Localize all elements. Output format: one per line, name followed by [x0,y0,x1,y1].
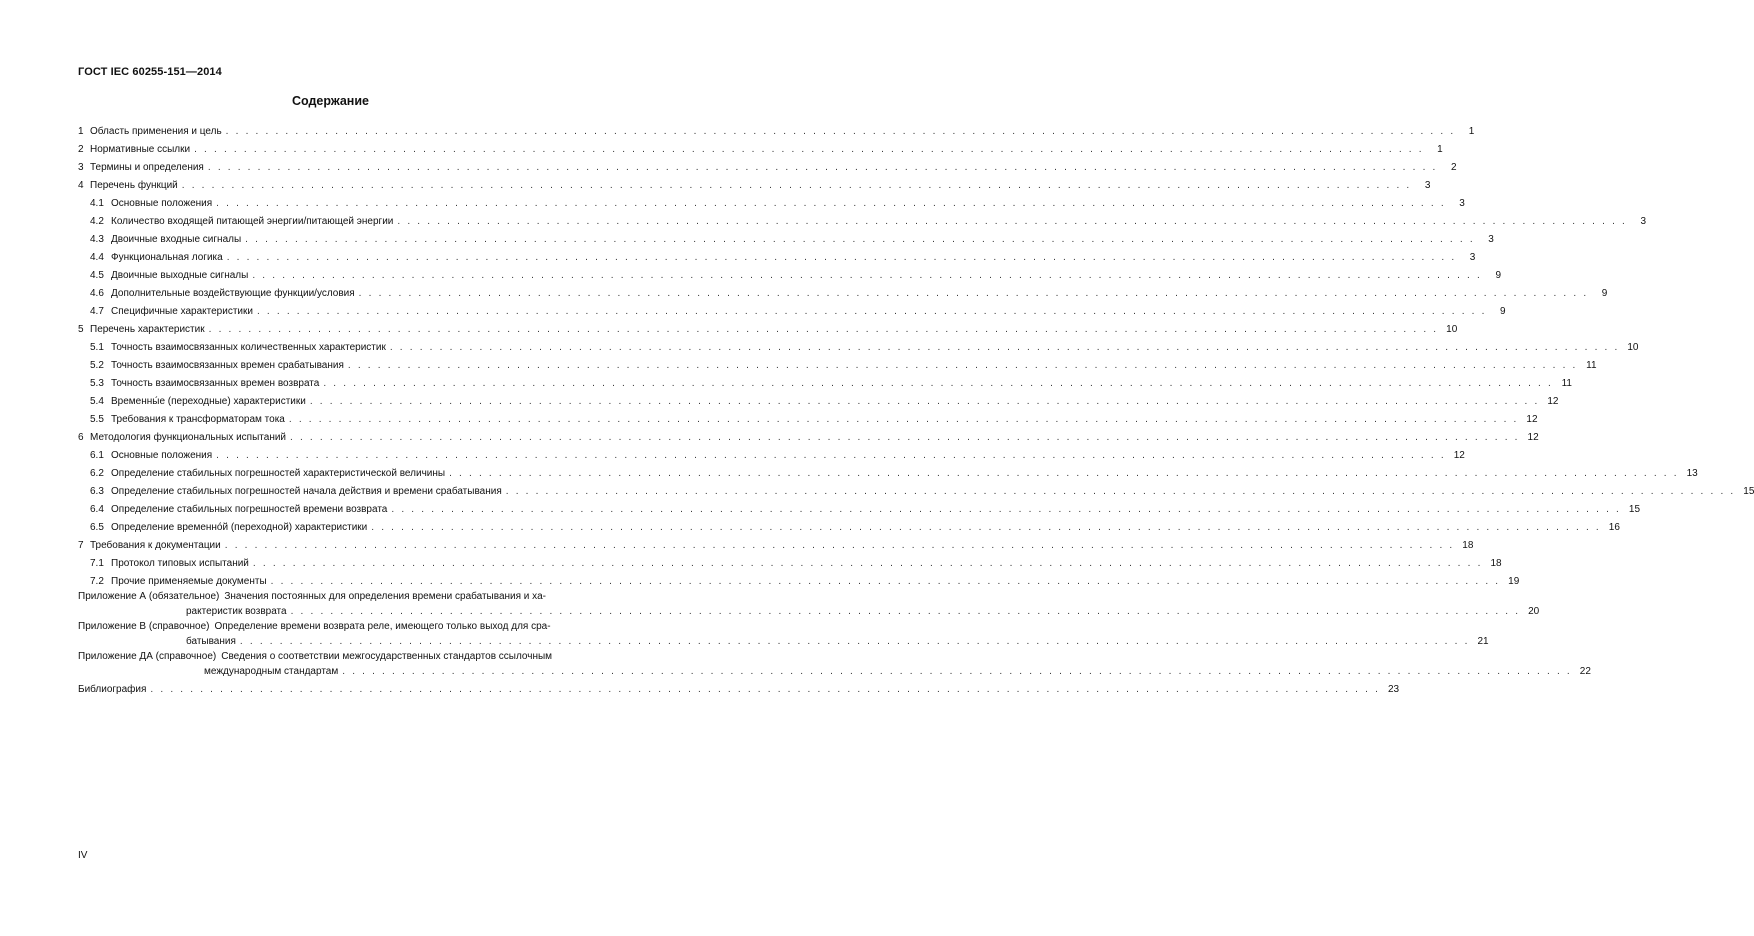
dot-leader: . . . . . . . . . . . . . . . . . . . . . . . . . . . . . . . . . . . . . . . . . . . . . . . . . . . . . . . . . . . . . . . . . . . . . . . . . . . . . . . . . . . . . . . . . . . . . . . . . . . . . . . . . . . . . . . . . . . . . . . . . . . . [252,558,1483,569]
toc-entry-number: 5 [78,324,84,335]
dot-leader: . . . . . . . . . . . . . . . . . . . . . . . . . . . . . . . . . . . . . . . . . . . . . . . . . . . . . . . . . . . . . . . . . . . . . . . . . . . . . . . . . . . . . . . . . . . . . . . . . . . . . . . . . . . . . . . . . . . . . . . . . . . . [207,162,1438,173]
toc-entry-title: Точность взаимосвязанных времен срабатывания [111,360,344,371]
toc-entry-page: 12 [1547,396,1559,407]
toc-title: Содержание [291,94,369,108]
toc-entry-number: 7.1 [90,558,104,569]
toc-entry-2[interactable] [78,138,1443,156]
toc-entry-page: 15 [1628,504,1641,515]
toc-entry-number: 7 [78,540,84,551]
toc-entry-title: Перечень функций [90,180,178,191]
page-number: IV [78,850,88,861]
dot-leader: . . . . . . . . . . . . . . . . . . . . . . . . . . . . . . . . . . . . . . . . . . . . . . . . . . . . . . . . . . . . . . . . . . . . . . . . . . . . . . . . . . . . . . . . . . . . . . . . . . . . . . . . . . . . . . . . . . . . . . . . . . . . [216,198,1446,209]
toc-entry-page: 3 [1488,234,1494,245]
toc-entry-page: 16 [1608,522,1620,533]
toc-entry-title: Библиография [78,684,147,695]
toc-entry-number: 4.5 [90,270,104,281]
toc-entry-title: Термины и определения [90,162,204,173]
toc-entry-4-7[interactable] [78,300,1506,318]
toc-entry-7[interactable] [78,534,1474,552]
toc-entry-page: 11 [1561,378,1572,389]
toc-entry-page: 3 [1469,252,1476,263]
dot-leader: . . . . . . . . . . . . . . . . . . . . . . . . . . . . . . . . . . . . . . . . . . . . . . . . . . . . . . . . . . . . . . . . . . . . . . . . . . . . . . . . . . . . . . . . . . . . . . . . . . . . . . . . . . . . . . . . . . . . . . . . . . . . [224,540,1455,551]
dot-leader: . . . . . . . . . . . . . . . . . . . . . . . . . . . . . . . . . . . . . . . . . . . . . . . . . . . . . . . . . . . . . . . . . . . . . . . . . . . . . . . . . . . . . . . . . . . . . . . . . . . . . . . . . . . . . . . . . . . . . . . . . . . . [256,306,1487,317]
dot-leader: . . . . . . . . . . . . . . . . . . . . . . . . . . . . . . . . . . . . . . . . . . . . . . . . . . . . . . . . . . . . . . . . . . . . . . . . . . . . . . . . . . . . . . . . . . . . . . . . . . . . . . . . . . . . . . . . . . . . . . . . . . . . [309,396,1540,407]
toc-entry-page: 3 [1424,180,1431,191]
toc-entry-number: 5.2 [90,360,104,371]
toc-entry-title: Функциональная логика [111,252,223,263]
toc-entry-page: 15 [1743,486,1754,497]
toc-entry-page: 9 [1500,306,1506,317]
toc-entry-number: 7.2 [90,576,104,587]
toc-entry-number: 6 [78,432,84,443]
toc-entry-number: 6.5 [90,522,104,533]
toc-entry-7-1[interactable] [78,552,1502,570]
appendix-label: Приложение А (обязательное) [78,591,220,602]
toc-entry-page: 20 [1528,606,1540,617]
dot-leader: . . . . . . . . . . . . . . . . . . . . . . . . . . . . . . . . . . . . . . . . . . . . . . . . . . . . . . . . . . . . . . . . . . . . . . . . . . . . . . . . . . . . . . . . . . . . . . . . . . . . . . . . . . . . . . . . . . . . . . . . . . . . [397,216,1628,227]
toc-entry-title: Двоичные входные сигналы [111,234,242,245]
toc-entry-5-3[interactable] [78,372,1572,390]
toc-entry-title: Определение стабильных погрешностей начала действия и времени срабатывания [111,486,502,497]
dot-leader: . . . . . . . . . . . . . . . . . . . . . . . . . . . . . . . . . . . . . . . . . . . . . . . . . . . . . . . . . . . . . . . . . . . . . . . . . . . . . . . . . . . . . . . . . . . . . . . . . . . . . . . . . . . . . . . . . . . . . . . . . . . . [208,324,1439,335]
toc-entry-3[interactable] [78,156,1457,174]
appendix-title: Сведения о соответствии межгосударственных стандартов ссылочным [221,651,553,662]
toc-entry-5[interactable] [78,318,1458,336]
toc-entry-page: 11 [1586,360,1597,371]
dot-leader: . . . . . . . . . . . . . . . . . . . . . . . . . . . . . . . . . . . . . . . . . . . . . . . . . . . . . . . . . . . . . . . . . . . . . . . . . . . . . . . . . . . . . . . . . . . . . . . . . . . . . . . . . . . . . . . . . . . . . . . . . . . . [216,450,1446,461]
toc-entry-number: 1 [78,126,84,137]
toc-entry-title: Определение стабильных погрешностей характеристической величины [111,468,446,479]
dot-leader: . . . . . . . . . . . . . . . . . . . . . . . . . . . . . . . . . . . . . . . . . . . . . . . . . . . . . . . . . . . . . . . . . . . . . . . . . . . . . . . . . . . . . . . . . . . . . . . . . . . . . . . . . . . . . . . . . . . . . . . . . . . . [389,342,1620,353]
toc-appendix-b[interactable] [78,618,1489,648]
dot-leader: . . . . . . . . . . . . . . . . . . . . . . . . . . . . . . . . . . . . . . . . . . . . . . . . . . . . . . . . . . . . . . . . . . . . . . . . . . . . . . . . . . . . . . . . . . . . . . . . . . . . . . . . . . . . . . . . . . . . . . . . . . . . [245,234,1475,245]
dot-leader: . . . . . . . . . . . . . . . . . . . . . . . . . . . . . . . . . . . . . . . . . . . . . . . . . . . . . . . . . . . . . . . . . . . . . . . . . . . . . . . . . . . . . . . . . . . . . . . . . . . . . . . . . . . . . . . . . . . . . . . . . . . . [323,378,1553,389]
toc-entry-title: Перечень характеристик [90,324,205,335]
toc-entry-page: 18 [1490,558,1502,569]
toc-entry-4-6[interactable] [78,282,1608,300]
toc-entry-page: 2 [1450,162,1457,173]
toc-entry-number: 6.3 [90,486,104,497]
dot-leader: . . . . . . . . . . . . . . . . . . . . . . . . . . . . . . . . . . . . . . . . . . . . . . . . . . . . . . . . . . . . . . . . . . . . . . . . . . . . . . . . . . . . . . . . . . . . . . . . . . . . . . . . . . . . . . . . . . . . . . . . . . . . [290,432,1520,443]
toc-entry-title: Нормативные ссылки [90,144,191,155]
toc-entry-title: Точность взаимосвязанных времен возврата [111,378,320,389]
appendix-title-cont: рактеристик возврата [186,606,287,617]
dot-leader: . . . . . . . . . . . . . . . . . . . . . . . . . . . . . . . . . . . . . . . . . . . . . . . . . . . . . . . . . . . . . . . . . . . . . . . . . . . . . . . . . . . . . . . . . . . . . . . . . . . . . . . . . . . . . . . . . . . . . . . . . . . . [194,144,1424,155]
toc-entry-5-2[interactable] [78,354,1597,372]
dot-leader: . . . . . . . . . . . . . . . . . . . . . . . . . . . . . . . . . . . . . . . . . . . . . . . . . . . . . . . . . . . . . . . . . . . . . . . . . . . . . . . . . . . . . . . . . . . . . . . . . . . . . . . . . . . . . . . . . . . . . . . . . . . . [270,576,1501,587]
toc-entry-page: 22 [1579,666,1591,677]
toc-entry-number: 4.1 [90,198,104,209]
toc-entry-page: 21 [1477,636,1489,647]
toc-entry-4-5[interactable] [78,264,1501,282]
toc-entry-6-2[interactable] [78,462,1698,480]
toc-entry-6-4[interactable] [78,498,1641,516]
toc-entry-number: 5.3 [90,378,104,389]
toc-entry-title: Определение временно́й (переходной) характеристики [111,522,368,533]
toc-entry-number: 4.3 [90,234,104,245]
toc-entry-number: 4.7 [90,306,104,317]
toc-entry-5-4[interactable] [78,390,1559,408]
toc-entry-number: 4.6 [90,288,104,299]
toc-bibliography[interactable] [78,678,1400,696]
toc-entry-page: 3 [1459,198,1465,209]
toc-entry-page: 1 [1437,144,1443,155]
dot-leader: . . . . . . . . . . . . . . . . . . . . . . . . . . . . . . . . . . . . . . . . . . . . . . . . . . . . . . . . . . . . . . . . . . . . . . . . . . . . . . . . . . . . . . . . . . . . . . . . . . . . . . . . . . . . . . . . . . . . . . . . . . . . [290,606,1521,617]
appendix-title: Значения постоянных для определения времени срабатывания и ха- [224,591,546,602]
toc-entry-page: 18 [1462,540,1474,551]
dot-leader: . . . . . . . . . . . . . . . . . . . . . . . . . . . . . . . . . . . . . . . . . . . . . . . . . . . . . . . . . . . . . . . . . . . . . . . . . . . . . . . . . . . . . . . . . . . . . . . . . . . . . . . . . . . . . . . . . . . . . . . . . . . . [288,414,1519,425]
dot-leader: . . . . . . . . . . . . . . . . . . . . . . . . . . . . . . . . . . . . . . . . . . . . . . . . . . . . . . . . . . . . . . . . . . . . . . . . . . . . . . . . . . . . . . . . . . . . . . . . . . . . . . . . . . . . . . . . . . . . . . . . . . . . [391,504,1622,515]
dot-leader: . . . . . . . . . . . . . . . . . . . . . . . . . . . . . . . . . . . . . . . . . . . . . . . . . . . . . . . . . . . . . . . . . . . . . . . . . . . . . . . . . . . . . . . . . . . . . . . . . . . . . . . . . . . . . . . . . . . . . . . . . . . . [252,270,1482,281]
toc-entry-page: 9 [1601,288,1608,299]
appendix-title: Определение времени возврата реле, имеющего только выход для сра- [214,621,551,632]
toc-entry-5-1[interactable] [78,336,1639,354]
toc-entry-page: 10 [1627,342,1639,353]
toc-entry-number: 3 [78,162,84,173]
dot-leader: . . . . . . . . . . . . . . . . . . . . . . . . . . . . . . . . . . . . . . . . . . . . . . . . . . . . . . . . . . . . . . . . . . . . . . . . . . . . . . . . . . . . . . . . . . . . . . . . . . . . . . . . . . . . . . . . . . . . . . . . . . . . [371,522,1601,533]
dot-leader: . . . . . . . . . . . . . . . . . . . . . . . . . . . . . . . . . . . . . . . . . . . . . . . . . . . . . . . . . . . . . . . . . . . . . . . . . . . . . . . . . . . . . . . . . . . . . . . . . . . . . . . . . . . . . . . . . . . . . . . . . . . . [226,252,1457,263]
toc-entry-title: Определение стабильных погрешностей времени возврата [111,504,388,515]
toc-entry-title: Дополнительные воздействующие функции/условия [111,288,355,299]
toc-entry-page: 10 [1446,324,1458,335]
toc-entry-6-1[interactable] [78,444,1465,462]
toc-entry-number: 4.2 [90,216,104,227]
toc-entry-number: 6.1 [90,450,104,461]
toc-entry-page: 9 [1495,270,1501,281]
toc-entry-title: Область применения и цель [90,126,222,137]
table-of-contents [78,120,1754,696]
appendix-title-cont: международным стандартам [204,666,339,677]
toc-appendix-da[interactable] [78,648,1591,678]
dot-leader: . . . . . . . . . . . . . . . . . . . . . . . . . . . . . . . . . . . . . . . . . . . . . . . . . . . . . . . . . . . . . . . . . . . . . . . . . . . . . . . . . . . . . . . . . . . . . . . . . . . . . . . . . . . . . . . . . . . . . . . . . . . . [181,180,1412,191]
toc-appendix-a[interactable] [78,588,1540,618]
toc-entry-page: 3 [1640,216,1647,227]
toc-entry-title: Точность взаимосвязанных количественных характеристик [111,342,386,353]
toc-entry-6-3[interactable] [78,480,1754,498]
toc-entry-page: 1 [1468,126,1475,137]
dot-leader: . . . . . . . . . . . . . . . . . . . . . . . . . . . . . . . . . . . . . . . . . . . . . . . . . . . . . . . . . . . . . . . . . . . . . . . . . . . . . . . . . . . . . . . . . . . . . . . . . . . . . . . . . . . . . . . . . . . . . . . . . . . . [239,636,1470,647]
toc-entry-page: 19 [1508,576,1520,587]
appendix-title-cont: батывания [186,636,236,647]
dot-leader: . . . . . . . . . . . . . . . . . . . . . . . . . . . . . . . . . . . . . . . . . . . . . . . . . . . . . . . . . . . . . . . . . . . . . . . . . . . . . . . . . . . . . . . . . . . . . . . . . . . . . . . . . . . . . . . . . . . . . . . . . . . . [449,468,1679,479]
toc-entry-title: Прочие применяемые документы [111,576,267,587]
dot-leader: . . . . . . . . . . . . . . . . . . . . . . . . . . . . . . . . . . . . . . . . . . . . . . . . . . . . . . . . . . . . . . . . . . . . . . . . . . . . . . . . . . . . . . . . . . . . . . . . . . . . . . . . . . . . . . . . . . . . . . . . . . . . [347,360,1578,371]
toc-entry-4-2[interactable] [78,210,1647,228]
toc-entry-6-5[interactable] [78,516,1620,534]
toc-entry-title: Основные положения [111,198,213,209]
toc-entry-page: 12 [1527,432,1539,443]
toc-entry-1[interactable] [78,120,1475,138]
toc-entry-title: Требования к трансформаторам тока [111,414,285,425]
toc-entry-page: 12 [1453,450,1465,461]
toc-entry-4[interactable] [78,174,1431,192]
toc-entry-title: Основные положения [111,450,213,461]
toc-entry-number: 6.4 [90,504,104,515]
dot-leader: . . . . . . . . . . . . . . . . . . . . . . . . . . . . . . . . . . . . . . . . . . . . . . . . . . . . . . . . . . . . . . . . . . . . . . . . . . . . . . . . . . . . . . . . . . . . . . . . . . . . . . . . . . . . . . . . . . . . . . . . . . . . [505,486,1736,497]
toc-entry-title: Специфичные характеристики [111,306,253,317]
dot-leader: . . . . . . . . . . . . . . . . . . . . . . . . . . . . . . . . . . . . . . . . . . . . . . . . . . . . . . . . . . . . . . . . . . . . . . . . . . . . . . . . . . . . . . . . . . . . . . . . . . . . . . . . . . . . . . . . . . . . . . . . . . . . [342,666,1572,677]
toc-entry-number: 5.1 [90,342,104,353]
toc-entry-page: 13 [1686,468,1698,479]
toc-entry-title: Протокол типовых испытаний [111,558,249,569]
dot-leader: . . . . . . . . . . . . . . . . . . . . . . . . . . . . . . . . . . . . . . . . . . . . . . . . . . . . . . . . . . . . . . . . . . . . . . . . . . . . . . . . . . . . . . . . . . . . . . . . . . . . . . . . . . . . . . . . . . . . . . . . . . . . [225,126,1456,137]
appendix-label: Приложение В (справочное) [78,621,210,632]
toc-entry-number: 2 [78,144,84,155]
toc-entry-title: Временны́е (переходные) характеристики [111,396,306,407]
dot-leader: . . . . . . . . . . . . . . . . . . . . . . . . . . . . . . . . . . . . . . . . . . . . . . . . . . . . . . . . . . . . . . . . . . . . . . . . . . . . . . . . . . . . . . . . . . . . . . . . . . . . . . . . . . . . . . . . . . . . . . . . . . . . [358,288,1589,299]
toc-entry-6[interactable] [78,426,1539,444]
toc-entry-number: 6.2 [90,468,104,479]
toc-entry-title: Требования к документации [90,540,221,551]
toc-entry-title: Количество входящей питающей энергии/питающей энергии [111,216,394,227]
toc-entry-7-2[interactable] [78,570,1520,588]
toc-entry-number: 4 [78,180,84,191]
toc-entry-4-4[interactable] [78,246,1476,264]
toc-entry-page: 12 [1526,414,1538,425]
appendix-label: Приложение ДА (справочное) [78,651,217,662]
dot-leader: . . . . . . . . . . . . . . . . . . . . . . . . . . . . . . . . . . . . . . . . . . . . . . . . . . . . . . . . . . . . . . . . . . . . . . . . . . . . . . . . . . . . . . . . . . . . . . . . . . . . . . . . . . . . . . . . . . . . . . . . . . . . [150,684,1381,695]
toc-entry-title: Методология функциональных испытаний [90,432,287,443]
toc-entry-4-1[interactable] [78,192,1465,210]
toc-entry-number: 5.5 [90,414,104,425]
toc-entry-4-3[interactable] [78,228,1494,246]
toc-entry-number: 5.4 [90,396,104,407]
toc-entry-number: 4.4 [90,252,104,263]
document-code: ГОСТ IEC 60255-151—2014 [78,66,222,78]
toc-entry-5-5[interactable] [78,408,1538,426]
toc-entry-title: Двоичные выходные сигналы [111,270,249,281]
toc-entry-page: 23 [1387,684,1400,695]
